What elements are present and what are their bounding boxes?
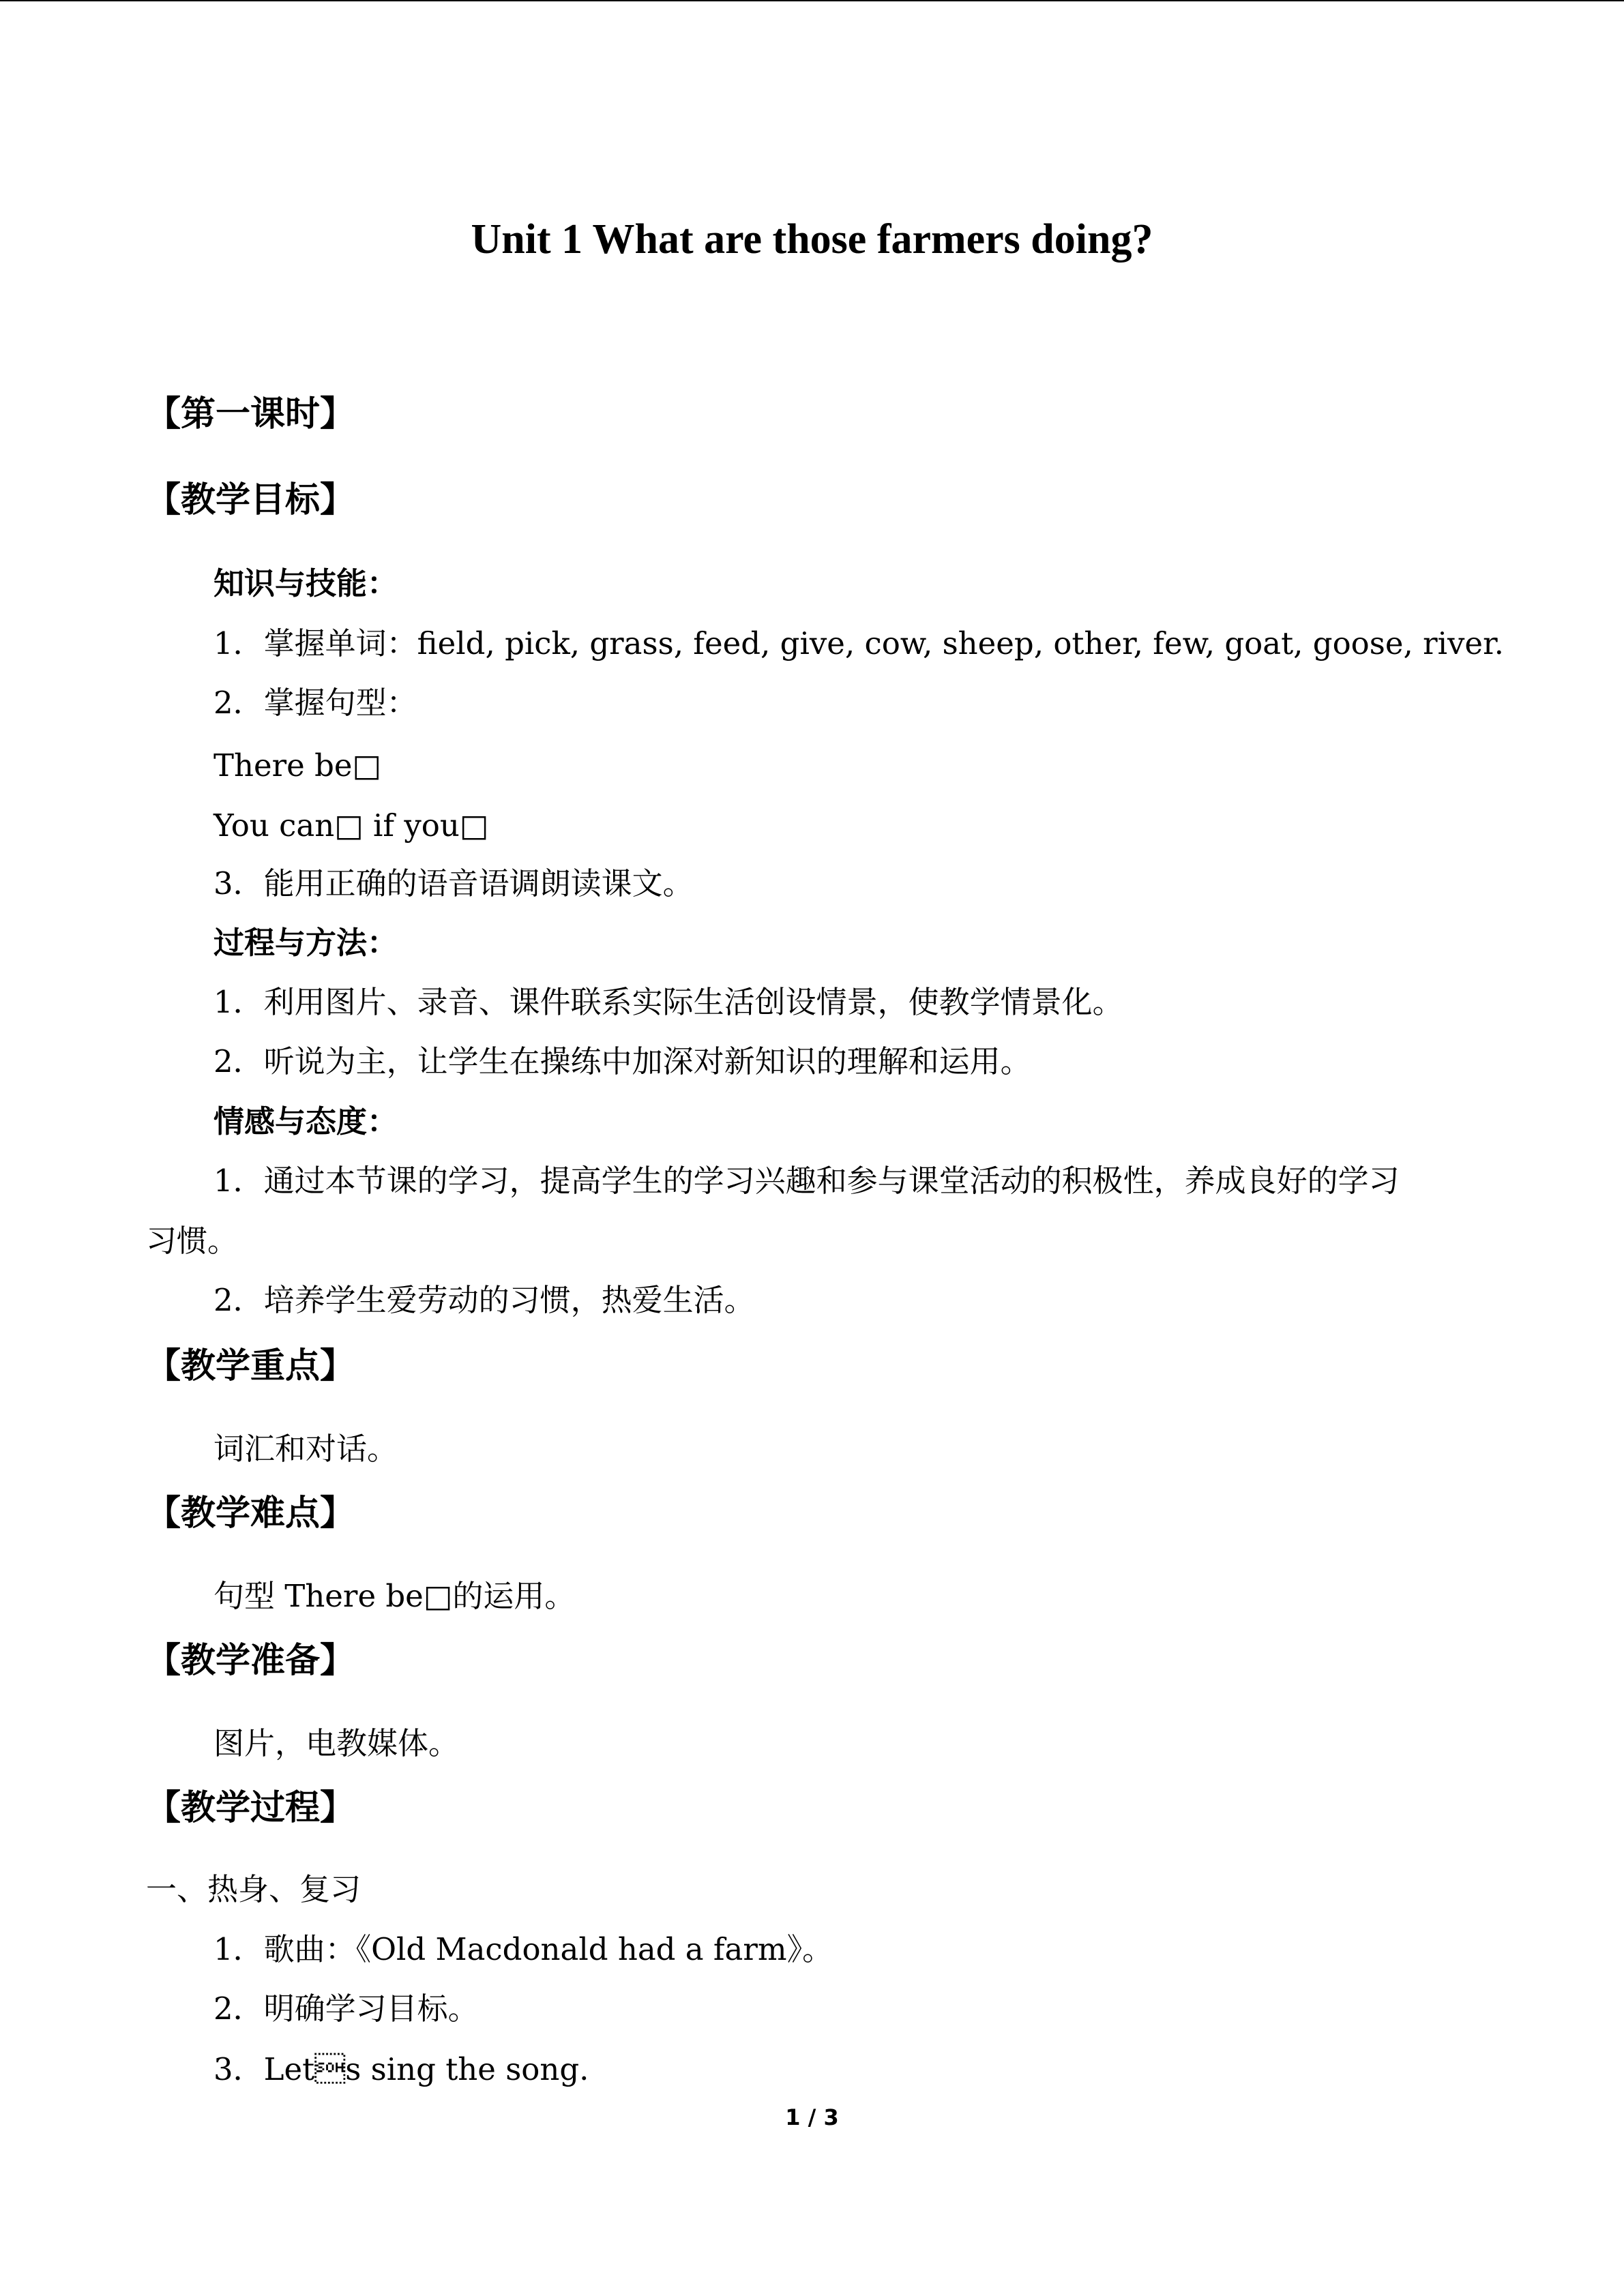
process-step-1-item-3: 3．Lets sing the song. — [213, 2051, 589, 2087]
goal-knowledge-1: 1．掌握单词：field, pick, grass, feed, give, cow, sheep, other, few, goat, goose, river. — [213, 625, 1504, 661]
document-title: Unit 1 What are those farmers doing? — [471, 216, 1153, 263]
goal-emotion-1-line2: 习惯。 — [146, 1223, 239, 1259]
section-heading-lesson: 【第一课时】 — [146, 394, 355, 434]
section-heading-difficult-points: 【教学难点】 — [146, 1493, 355, 1534]
subheading-emotion: 情感与态度： — [213, 1103, 398, 1139]
subheading-process: 过程与方法： — [213, 925, 398, 961]
difficult-points-text: 句型 There be□的运用。 — [213, 1578, 576, 1614]
page-number: 1 / 3 — [785, 2104, 839, 2130]
goal-knowledge-3: 3．能用正确的语音语调朗读课文。 — [213, 865, 694, 901]
goal-emotion-1-line1: 1．通过本节课的学习，提高学生的学习兴趣和参与课堂活动的积极性，养成良好的学习 — [213, 1163, 1400, 1199]
section-heading-key-points: 【教学重点】 — [146, 1346, 355, 1386]
goal-process-2: 2．听说为主，让学生在操练中加深对新知识的理解和运用。 — [213, 1043, 1031, 1079]
process-step-1-item-2: 2．明确学习目标。 — [213, 1991, 479, 2027]
section-heading-preparation: 【教学准备】 — [146, 1641, 355, 1681]
goal-emotion-2: 2．培养学生爱劳动的习惯，热爱生活。 — [213, 1282, 755, 1318]
goal-knowledge-2: 2．掌握句型： — [213, 685, 417, 721]
section-heading-teaching-process: 【教学过程】 — [146, 1788, 355, 1828]
preparation-text: 图片，电教媒体。 — [213, 1725, 460, 1761]
goal-process-1: 1．利用图片、录音、课件联系实际生活创设情景，使教学情景化。 — [213, 984, 1123, 1020]
process-step-1: 一、热身、复习 — [146, 1871, 361, 1907]
sentence-pattern-2: You can□ if you□ — [213, 807, 489, 844]
process-step-1-item-1: 1．歌曲：《Old Macdonald had a farm》。 — [213, 1931, 833, 1967]
section-heading-goals: 【教学目标】 — [146, 480, 355, 520]
sentence-pattern-1: There be□ — [213, 747, 382, 784]
subheading-knowledge: 知识与技能： — [213, 565, 398, 601]
key-points-text: 词汇和对话。 — [213, 1431, 398, 1467]
